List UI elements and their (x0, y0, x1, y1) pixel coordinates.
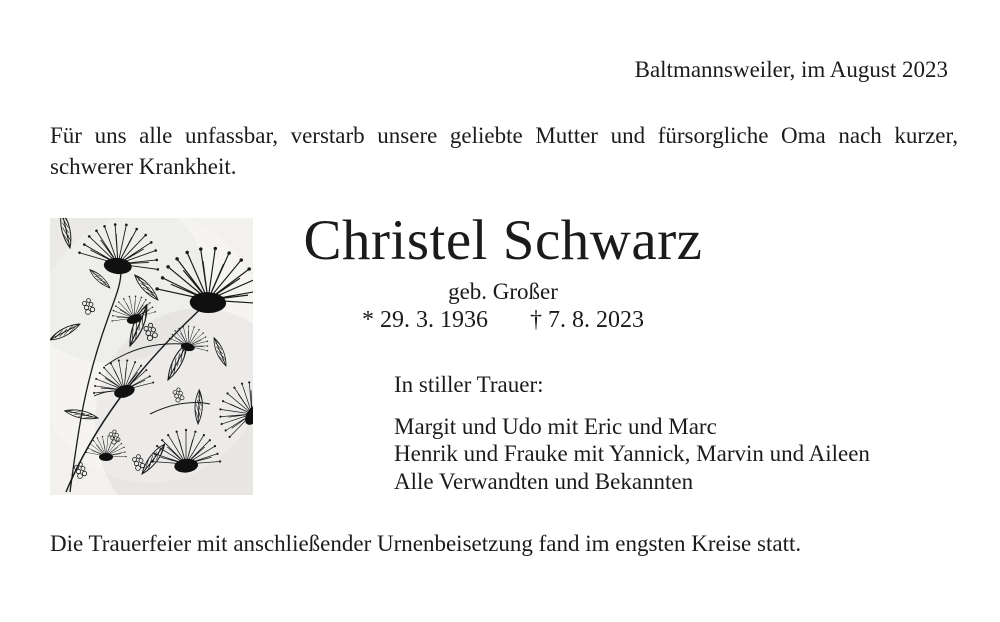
mourning-block (394, 371, 870, 495)
closing-text: Die Trauerfeier mit anschließender Urnenbeisetzung fand im engsten Kreise statt. (50, 531, 802, 556)
mourner-line: Alle Verwandten und Bekannten (394, 468, 694, 494)
intro-text: Für uns alle unfassbar, verstarb unsere geliebte Mutter und fürsorgliche Oma nach kurzer, schwerer Krankheit. (50, 123, 958, 179)
deceased-block (253, 209, 753, 334)
death-date: † 7. 8. 2023 (530, 307, 644, 333)
floral-artwork-drawing (50, 218, 253, 495)
mourner-line: Henrik und Frauke mit Yannick, Marvin und Aileen (394, 441, 870, 466)
mourning-heading: In stiller Trauer: (394, 372, 544, 397)
floral-artwork (50, 218, 253, 495)
birth-date: * 29. 3. 1936 (362, 307, 488, 333)
life-dates (253, 306, 753, 334)
maiden-name: geb. Großer (448, 279, 558, 304)
dateline: Baltmannsweiler, im August 2023 (634, 57, 948, 82)
mourner-line: Margit und Udo mit Eric und Marc (394, 413, 717, 439)
mourners-list (394, 413, 870, 496)
deceased-name: Christel Schwarz (303, 209, 703, 272)
